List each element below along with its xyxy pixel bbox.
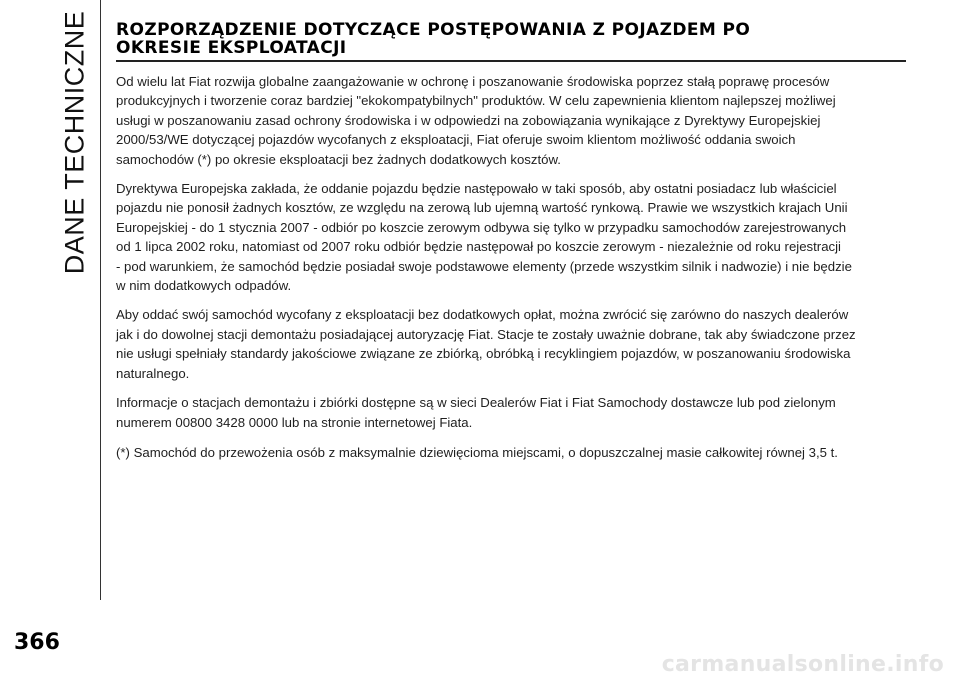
paragraph-recycling-commitment xyxy=(116,72,906,169)
footnote: (*) Samochód do przewożenia osób z maksymalnie dziewięcioma miejscami, o dopuszczalnej masie całkowitej równej 3,5 t. xyxy=(116,444,838,460)
text-line: - pod warunkiem, że samochód będzie posiadał swoje podstawowe elementy (przede wszystkim silnik i nadwozie) i nie będzie xyxy=(116,258,852,274)
text-line: Informacje o stacjach demontażu i zbiórki dostępne są w sieci Dealerów Fiat i Fiat Samochody dostawcze lub pod zielonym xyxy=(116,395,836,411)
paragraph-contact-info xyxy=(116,393,906,432)
section-title-line: OKRESIE EKSPLOATACJI xyxy=(116,38,347,58)
paragraph-how-to-return xyxy=(116,305,906,383)
paragraph-eu-directive xyxy=(116,179,906,295)
text-line: samochodów (*) po okresie eksploatacji bez żadnych dodatkowych kosztów. xyxy=(116,151,561,167)
section-title xyxy=(116,21,906,62)
text-line: Dyrektywa Europejska zakłada, że oddanie pojazdu będzie następowało w taki sposób, aby ostatni posiadacz lub właściciel xyxy=(116,181,837,197)
chapter-side-title-text: DANE TECHNICZNE xyxy=(59,10,90,274)
text-line: naturalnego. xyxy=(116,365,190,381)
text-line: nie usługi spełniały standardy jakościowe związane ze zbiórką, obróbką i recyklingiem pojazdów, w poszanowaniu środowiska xyxy=(116,346,851,362)
text-line: 2000/53/WE dotyczącej pojazdów wycofanych z eksploatacji, Fiat oferuje swoim klientom możliwość oddania swoich xyxy=(116,132,796,148)
text-line: jak i do dowolnej stacji demontażu posiadającej autoryzację Fiat. Stacje te zostały uważnie dobrane, tak aby świadczone przez xyxy=(116,326,856,342)
chapter-divider-line xyxy=(100,0,101,600)
text-line: w nim dodatkowych odpadów. xyxy=(116,278,292,294)
text-line: Aby oddać swój samochód wycofany z eksploatacji bez dodatkowych opłat, można zwrócić się zarówno do naszych dealerów xyxy=(116,307,849,323)
text-line: Od wielu lat Fiat rozwija globalne zaangażowanie w ochronę i poszanowanie środowiska poprzez stałą poprawę procesów xyxy=(116,74,830,89)
page-number: 366 xyxy=(14,630,60,655)
text-line: pojazdu nie ponosił żadnych kosztów, ze względu na zerową lub ujemną wartość rynkową. Prawie we wszystkich krajach Unii xyxy=(116,200,848,216)
text-line: numerem 00800 3428 0000 lub na stronie internetowej Fiata. xyxy=(116,414,473,430)
section-title-line: ROZPORZĄDZENIE DOTYCZĄCE POSTĘPOWANIA Z POJAZDEM PO xyxy=(116,20,751,40)
text-line: produkcyjnych i tworzenie coraz bardziej "ekokompatybilnych" produktów. W celu zapewnienia klientom najlepszej możliwej xyxy=(116,93,836,109)
watermark: carmanualsonline.info xyxy=(661,652,944,677)
text-line: usługi w poszanowaniu zasad ochrony środowiska i w odpowiedzi na zobowiązania wynikające z Dyrektywy Europejskiej xyxy=(116,112,821,128)
text-line: Europejskiej - do 1 stycznia 2007 - odbiór po koszcie zerowym odbywa się tylko w przypadku samochodów zarejestrowanych xyxy=(116,219,847,235)
text-line: od 1 lipca 2002 roku, natomiast od 2007 roku odbiór będzie następował po koszcie zerowym - niezależnie od roku rejestracji xyxy=(116,239,841,255)
page-content xyxy=(116,21,906,462)
chapter-side-title xyxy=(58,10,92,274)
